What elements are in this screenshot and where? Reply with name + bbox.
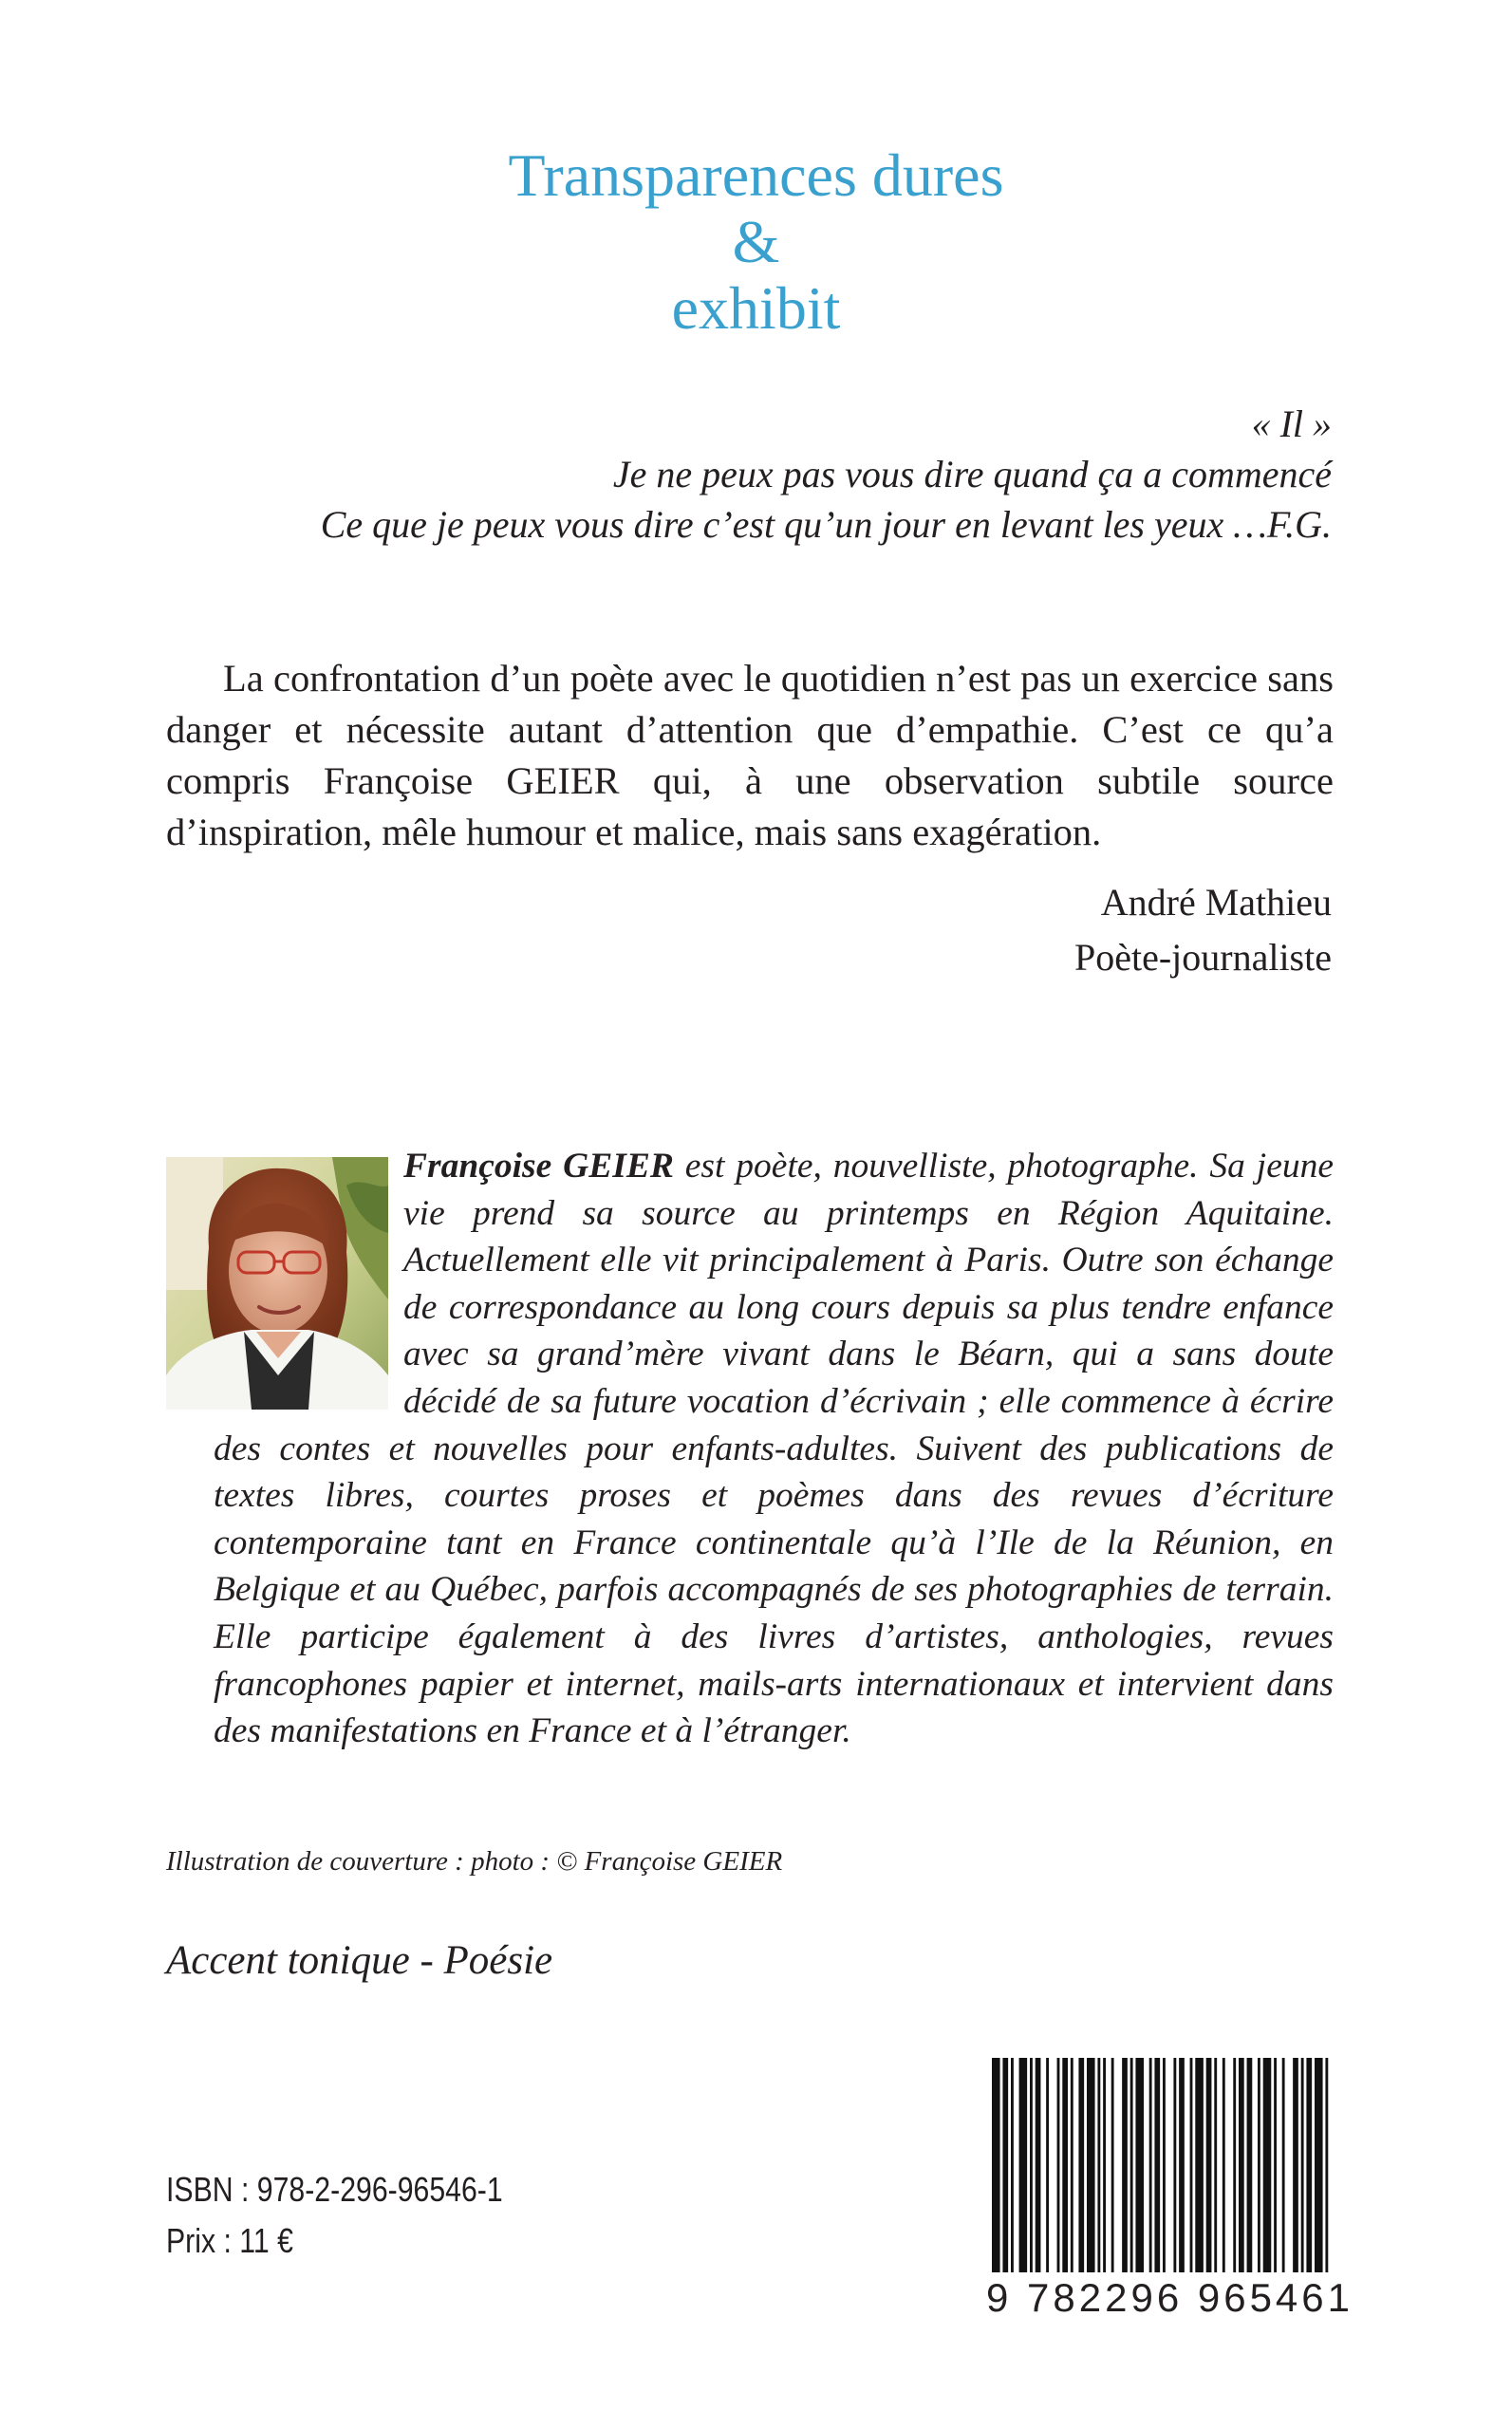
barcode-bar	[1325, 2058, 1328, 2272]
barcode-icon	[992, 2058, 1334, 2272]
barcode-bar	[1163, 2058, 1166, 2272]
cover-illustration-credit: Illustration de couverture : photo : © Françoise GEIER	[166, 1846, 783, 1877]
barcode-bar	[1195, 2058, 1204, 2272]
barcode-bar	[1190, 2058, 1193, 2272]
barcode-bar	[1087, 2058, 1095, 2272]
barcode-bar	[1130, 2058, 1133, 2272]
barcode-bar	[1071, 2058, 1073, 2272]
book-title	[0, 142, 1512, 342]
barcode-bar	[1036, 2058, 1041, 2272]
epigraph	[321, 399, 1332, 550]
barcode-bar	[1315, 2058, 1323, 2272]
barcode-bar	[1179, 2058, 1185, 2272]
barcode-bar	[1011, 2058, 1014, 2272]
author-biography	[166, 1143, 1334, 1755]
epigraph-line-3: Ce que je peux vous dire c’est qu’un jour en levant les yeux …F.G.	[320, 503, 1332, 546]
barcode-bar	[1274, 2058, 1277, 2272]
barcode-bar	[1301, 2058, 1304, 2272]
barcode-bar	[1149, 2058, 1152, 2272]
barcode-bar	[1206, 2058, 1212, 2272]
epigraph-line-2: Je ne peux pas vous dire quand ça a commencé	[612, 453, 1332, 495]
review-paragraph: La confrontation d’un poète avec le quotidien n’est pas un exercice sans danger et nécessite autant d’attention que d’empathie. C’est ce qu’a compris Françoise GEIER qui, à une observation subtile source d’inspiration, mêle humour et malice, mais sans exagération.	[166, 657, 1334, 853]
barcode-bar	[1223, 2058, 1225, 2272]
review-author: André Mathieu	[1100, 881, 1332, 924]
barcode-bar	[1111, 2058, 1114, 2272]
barcode-bar	[1062, 2058, 1068, 2272]
title-ampersand: &	[732, 208, 780, 275]
barcode-bar	[1306, 2058, 1312, 2272]
barcode-bar	[1122, 2058, 1128, 2272]
barcode-bar	[1247, 2058, 1253, 2272]
barcode-bar	[1214, 2058, 1217, 2272]
barcode-bar	[1233, 2058, 1236, 2272]
bio-text: est poète, nouvelliste, photographe. Sa jeune vie prend sa source au printemps en Région Aquitaine. Actuellement elle vit principalement à Paris. Outre son échange de correspondance au long cours depuis sa plus tendre enfance avec sa grand’mère vivant dans le Béarn, qui a sans doute décidé de sa future vocation d’écrivain ; elle commence à écrire des contes et nouvelles pour enfants-adultes. Suivent des publications de textes libres, courtes proses et poèmes dans des revues d’écriture contemporaine tant en France continentale qu’à l’Ile de la Réunion, en Belgique et au Québec, parfois accompagnés de ses photographies de terrain. Elle participe également à des livres d’artistes, anthologies, revues francophones papier et internet, mails-arts internationaux et intervient dans des manifestations en France et à l’étranger.	[214, 1147, 1334, 1751]
barcode-bar	[1103, 2058, 1106, 2272]
barcode-bar	[1282, 2058, 1285, 2272]
barcode-bar	[1057, 2058, 1060, 2272]
barcode-bar	[1154, 2058, 1160, 2272]
barcode-bar	[1002, 2058, 1008, 2272]
barcode-digits: 9 782296 965461	[986, 2275, 1353, 2320]
review-author-role: Poète-journaliste	[1073, 936, 1332, 979]
barcode-bar	[1263, 2058, 1272, 2272]
review-signature	[1074, 875, 1332, 985]
barcode-bar	[1173, 2058, 1176, 2272]
barcode-bar	[1258, 2058, 1260, 2272]
title-line-3: exhibit	[671, 274, 841, 342]
barcode-bar	[1030, 2058, 1033, 2272]
price: Prix : 11 €	[166, 2221, 293, 2260]
epigraph-line-1: « Il »	[1251, 402, 1332, 445]
barcode-bar	[1019, 2058, 1028, 2272]
bio-author-name: Françoise GEIER	[403, 1147, 674, 1186]
isbn: ISBN : 978-2-296-96546-1	[166, 2170, 503, 2209]
barcode-bar	[1293, 2058, 1298, 2272]
barcode-bar	[1239, 2058, 1244, 2272]
barcode-bar	[992, 2058, 1000, 2272]
collection-name: Accent tonique - Poésie	[166, 1938, 553, 1983]
title-line-1: Transparences dures	[508, 141, 1004, 209]
barcode-bar	[1046, 2058, 1049, 2272]
barcode-bar	[1135, 2058, 1144, 2272]
barcode-bar	[1097, 2058, 1100, 2272]
barcode-bar	[1078, 2058, 1084, 2272]
